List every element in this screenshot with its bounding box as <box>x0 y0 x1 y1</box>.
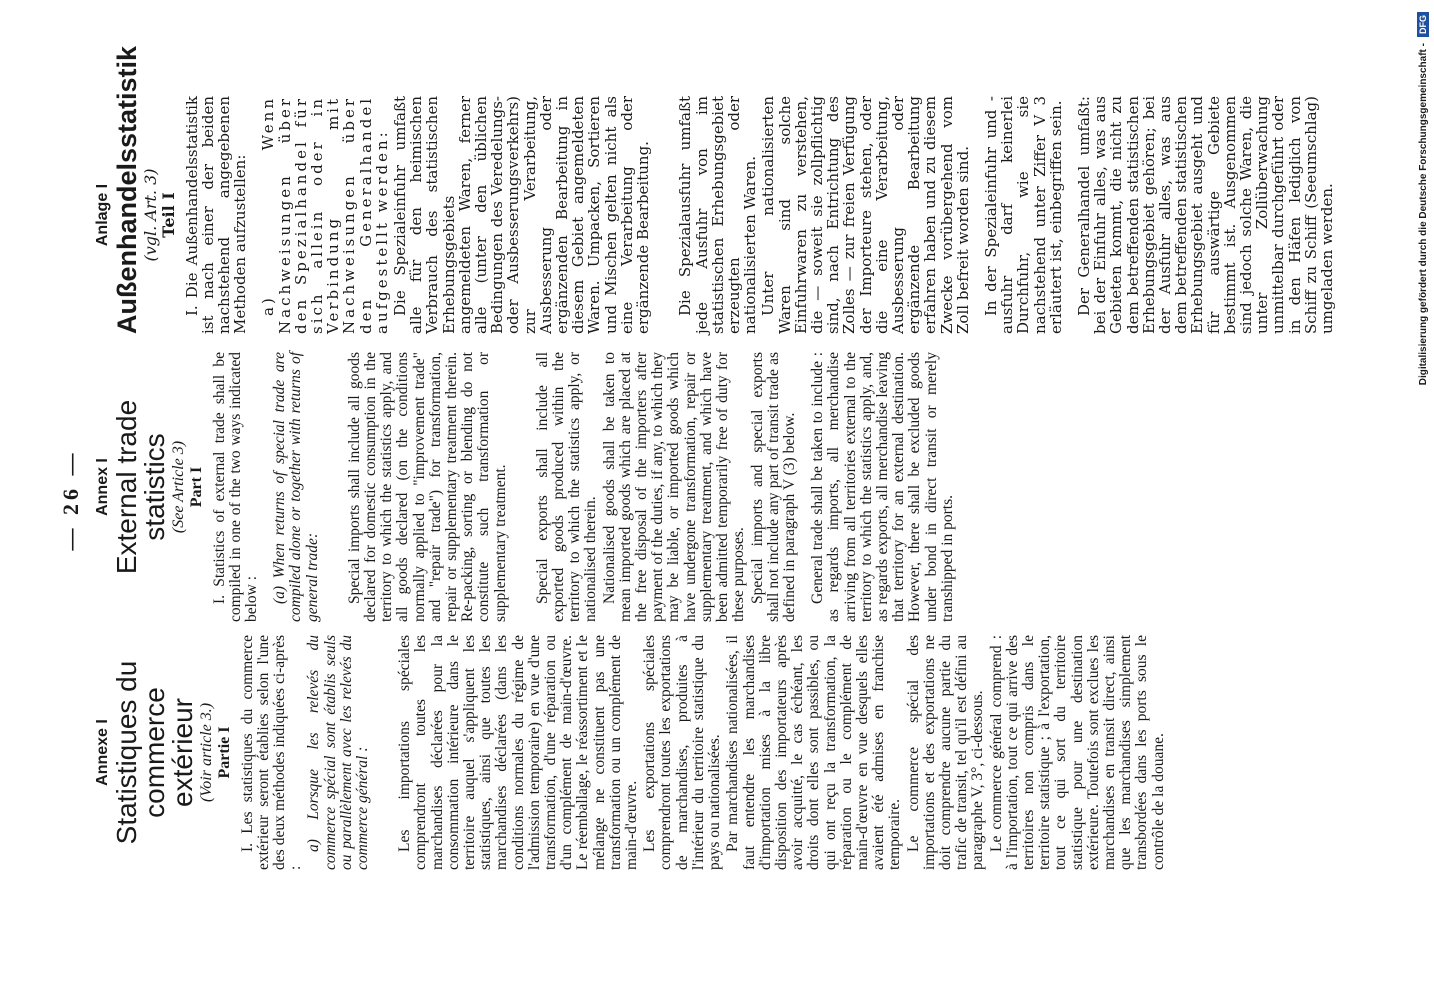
german-annex-heading: Anlage I <box>94 183 111 247</box>
french-part-heading: Partie I <box>216 726 234 779</box>
english-paragraph: General trade shall be taken to include : as regards imports, all merchandise arriving from all territories external to the territory to which the statistics apply, and, as regards exports, all merchandise leaving that territory for an external destination. However, there shall be excluded goods under bond in direct transit or merely transhipped in ports. <box>809 352 956 622</box>
english-column <box>95 352 958 622</box>
german-part-heading: Teil I <box>159 192 179 238</box>
english-part-heading: Part I <box>188 466 206 508</box>
french-paragraph: Le commerce spécial des importations et des exportations ne doit comprendre aucune partie du trafic de transit, tel qu'il est défini au paragraphe V, 3°, ci-dessous. <box>904 635 987 870</box>
french-paragraph: Par marchandises nationalisées, il faut entendre les marchandises d'importation mises à la libre disposition des importateurs après avoir acquitté, le cas échéant, les droits dont elles sont passibles, ou qui ont reçu la transformation, la réparation ou le complément de main-d'œuvre en vue desquels elles avaient été admises en franchise temporaire. <box>724 635 904 870</box>
dfg-logo: DFG <box>1417 12 1429 37</box>
german-column <box>94 45 1337 334</box>
digitization-credit <box>1417 12 1431 712</box>
german-paragraph: Die Spezialeinfuhr umfaßt alle für den heimischen Verbrauch des statistischen Erhebungsgebiets angemeldeten Waren, ferner alle (unter den üblichen Bedingungen des Veredelungs- oder Ausbesserungsverkehrs) zur Verarbeitung, Ausbesserung oder ergänzenden Bearbeitung in diesem Gebiet angemeldeten Waren. Umpacken, Sortieren und Mischen gelten nicht als eine Verarbeitung oder ergänzende Bearbeitung. <box>391 96 653 334</box>
german-paragraph: a) Wenn Nachweisungen über den Spezialhandel für sich allein oder in Verbindung mit Nachweisungen über den Generalhandel aufgestellt werden: <box>259 96 391 334</box>
french-paragraph: Les exportations spéciales comprendront toutes les exportations de marchandises, produites à l'intérieur du territoire statistique du pays ou nationalisées. <box>641 635 724 870</box>
english-paragraph: Special imports shall include all goods declared for domestic consumption in the territory to which the statistics apply, and all goods declared (on the conditions normally applied to "improvement trade" and "repair trade") for transformation, repair or supplementary treatment therein. Re-packing, sorting or blending do not constitute such transformation or supplementary treatment. <box>345 352 509 622</box>
german-paragraph: Der Generalhandel umfaßt: bei der Einfuhr alles, was aus Gebieten kommt, die nicht zu dem betreffenden statistischen Erhebungsgebiet gehören; bei der Ausfuhr alles, was aus dem betreffenden statistischen Erhebungsgebiet ausgeht und für auswärtige Gebiete bestimmt ist. Ausgenommen sind jedoch solche Waren, die unter Zollüberwachung unmittelbar durchgeführt oder in den Häfen lediglich von Schiff zu Schiff (Seeumschlag) umgeladen werden. <box>1074 96 1337 334</box>
english-paragraph: Nationalised goods shall be taken to mean imported goods which are placed at the free disposal of the importers after payment of the duties, if any, to which they may be liable, or imported goods which have undergone transformation, repair or supplementary treatment, and which have been admitted temporarily free of duty for these purposes. <box>600 352 748 622</box>
german-title: Außenhandelsstatistik <box>112 45 143 334</box>
french-paragraph: Le commerce général comprend : à l'importation, tout ce qui arrive des territoires non compris dans le territoire statistique ; à l'exportation, tout ce qui sort du territoire statistique pour une destination extérieure. Toutefois sont exclues les marchandises en transit direct, ainsi que les marchandises simplement transbordées dans les ports sous le contrôle de la douane. <box>987 635 1167 870</box>
french-see-article: (Voir article 3.) <box>198 702 216 803</box>
english-title: External trade statistics <box>111 399 171 575</box>
german-paragraph: Die Spezialausfuhr umfaßt jede Ausfuhr von im statistischen Erhebungsgebiet erzeugten oder nationalisierten Waren. <box>676 96 760 334</box>
french-paragraph: Les importations spéciales comprendront toutes les marchandises déclarées pour la consommation intérieure dans le territoire auquel s'appliquent les statistiques, ainsi que toutes les marchandises déclarées (dans les conditions normales du régime de l'admission temporaire) en vue d'une transformation, d'une réparation ou d'un complément de main-d'œuvre. Le réemballage, le réassortiment et le mélange ne constituent pas une transformation ou un complément de main-d'œuvre. <box>396 635 641 870</box>
english-annex-heading: Annex I <box>94 458 111 516</box>
english-see-article: (See Article 3) <box>170 440 188 534</box>
french-column <box>95 635 1169 870</box>
french-annex-heading: Annexe I <box>94 719 111 786</box>
german-paragraph: I. Die Außenhandelsstatistik ist nach einer der beiden nachstehend angegebenen Methoden aufzustellen: <box>182 96 250 334</box>
english-paragraph: Special imports and special exports shall not include any part of transit trade as defined in paragraph V (3) below. <box>748 352 798 622</box>
english-paragraph: (a) When returns of special trade are compiled alone or together with returns of general trade: <box>271 352 321 622</box>
english-paragraph: I. Statistics of external trade shall be compiled in one of the two ways indicated below : <box>210 352 261 622</box>
french-paragraph: I. Les statistiques du commerce extérieur seront établies selon l'une des deux méthodes indiquées ci-après : <box>238 635 305 870</box>
english-paragraph: Special exports shall include all exported goods produced within the territory to which the statistics apply, or nationalised therein. <box>533 352 600 622</box>
german-paragraph: In der Spezialeinfuhr und -ausfuhr darf keinerlei Durchfuhr, wie sie nachstehend unter Ziffer V 3 erläutert ist, einbegriffen sein. <box>981 96 1065 334</box>
page-number: — 26 — <box>58 449 83 551</box>
german-see-article: (vgl. Art. 3) <box>141 168 161 262</box>
credit-text: Digitalisierung gefördert durch die Deutsche Forschungsgemeinschaft - <box>1418 43 1429 386</box>
french-title: Statistiques du commerce extérieur <box>111 660 199 845</box>
german-paragraph: Unter nationalisierten Waren sind solche Einfuhrwaren zu verstehen, die — soweit sie zollpflichtig sind, nach Entrichtung des Zolles — zur freien Verfügung der Importeure stehen, oder die eine Verarbeitung, Ausbesserung oder ergänzende Bearbeitung erfahren haben und zu diesem Zwecke vorübergehend vom Zoll befreit worden sind. <box>759 96 972 334</box>
french-paragraph: a) Lorsque les relevés du commerce spécial sont établis seuls ou parallèlement avec les relevés du commerce général : <box>305 635 372 870</box>
